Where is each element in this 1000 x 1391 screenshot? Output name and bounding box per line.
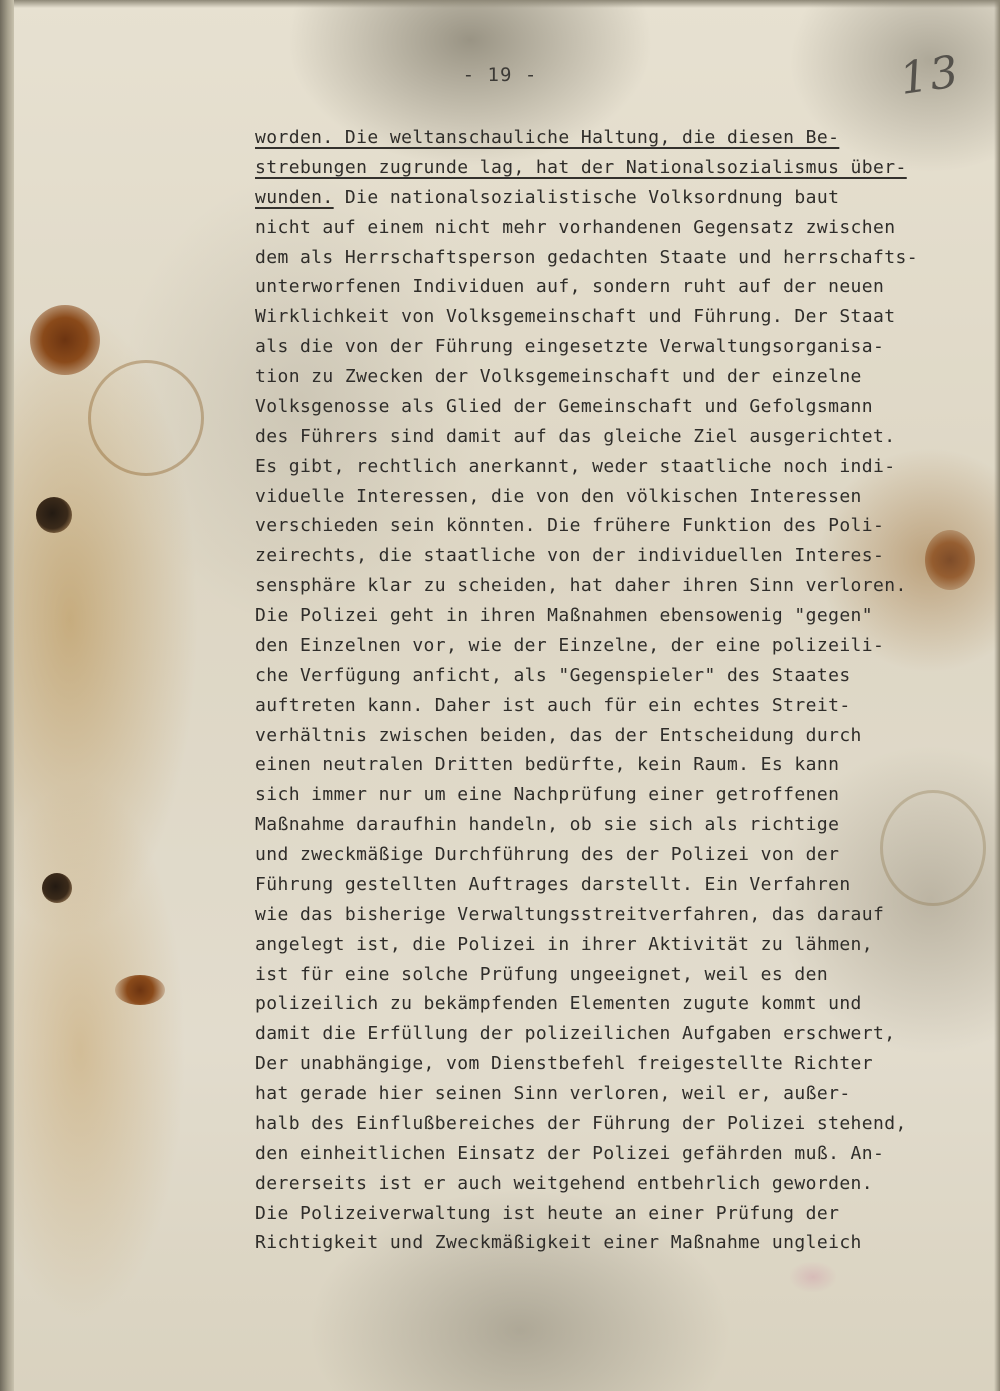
text-line <box>255 482 975 512</box>
text-line <box>255 392 975 422</box>
text-line-content: nicht auf einem nicht mehr vorhandenen Gegensatz zwischen <box>255 216 896 238</box>
text-line-content: dem als Herrschaftsperson gedachten Staate und herrschafts- <box>255 246 918 268</box>
text-line-content: als die von der Führung eingesetzte Verwaltungsorganisa- <box>255 336 885 358</box>
stain-ring <box>88 360 204 476</box>
punch-hole <box>36 497 72 533</box>
text-line <box>255 750 975 780</box>
text-line <box>255 452 975 482</box>
text-line <box>255 1199 975 1229</box>
text-line <box>255 870 975 900</box>
text-line <box>255 1139 975 1169</box>
folio-mark: 13 <box>896 46 964 105</box>
text-line <box>255 213 975 243</box>
typewritten-text <box>255 123 975 1258</box>
text-line <box>255 960 975 990</box>
text-line-content: verschieden sein könnten. Die frühere Funktion des Poli- <box>255 515 885 537</box>
text-line <box>255 989 975 1019</box>
text-line-content: einen neutralen Dritten bedürfte, kein Raum. Es kann <box>255 754 840 776</box>
text-line-content: zeirechts, die staatliche von der individuellen Interes- <box>255 545 885 567</box>
text-line <box>255 183 975 213</box>
text-line <box>255 511 975 541</box>
text-line <box>255 272 975 302</box>
text-line <box>255 123 975 153</box>
text-line-content: halb des Einflußbereiches der Führung der Polizei stehend, <box>255 1112 907 1134</box>
text-line <box>255 840 975 870</box>
text-line-content: dererseits ist er auch weitgehend entbehrlich geworden. <box>255 1172 874 1194</box>
text-line <box>255 661 975 691</box>
punch-hole <box>42 873 72 903</box>
text-line <box>255 900 975 930</box>
text-line-content: Maßnahme daraufhin handeln, ob sie sich als richtige <box>255 814 840 836</box>
text-line-content: viduelle Interessen, die von den völkischen Interessen <box>255 485 862 507</box>
text-line-content: Die Polizeiverwaltung ist heute an einer Prüfung der <box>255 1202 840 1224</box>
text-line-content: ist für eine solche Prüfung ungeeignet, weil es den <box>255 963 829 985</box>
page-number: - 19 - <box>462 64 538 86</box>
faded-stamp <box>790 1262 836 1292</box>
text-line <box>255 1169 975 1199</box>
text-line-content: unterworfenen Individuen auf, sondern ruht auf der neuen <box>255 276 885 298</box>
text-line <box>255 1019 975 1049</box>
text-line <box>255 631 975 661</box>
text-line-continuation: Die nationalsozialistische Volksordnung baut <box>333 186 840 208</box>
text-line-content: sensphäre klar zu scheiden, hat daher ihren Sinn verloren. <box>255 575 907 597</box>
text-line <box>255 571 975 601</box>
rust-stain <box>115 975 165 1005</box>
paper-right-edge <box>994 0 1000 1391</box>
text-line <box>255 930 975 960</box>
text-line-content: auftreten kann. Daher ist auch für ein echtes Streit- <box>255 694 851 716</box>
text-line-content: wunden. <box>255 186 334 208</box>
text-line <box>255 601 975 631</box>
text-line <box>255 780 975 810</box>
text-line-content: worden. Die weltanschauliche Haltung, die diesen Be- <box>255 127 840 148</box>
text-line-content: Der unabhängige, vom Dienstbefehl freigestellte Richter <box>255 1053 874 1075</box>
text-line-content: polizeilich zu bekämpfenden Elementen zugute kommt und <box>255 993 862 1015</box>
text-line-content: den Einzelnen vor, wie der Einzelne, der eine polizeili- <box>255 634 885 656</box>
binding-edge <box>0 0 14 1391</box>
text-line <box>255 362 975 392</box>
text-line <box>255 1079 975 1109</box>
text-line-content: Führung gestellten Auftrages darstellt. Ein Verfahren <box>255 873 851 895</box>
text-line <box>255 422 975 452</box>
text-line-content: angelegt ist, die Polizei in ihrer Aktivität zu lähmen, <box>255 933 874 955</box>
text-line <box>255 721 975 751</box>
text-line <box>255 1109 975 1139</box>
text-line-content: den einheitlichen Einsatz der Polizei gefährden muß. An- <box>255 1142 885 1164</box>
text-line-content: sich immer nur um eine Nachprüfung einer getroffenen <box>255 784 840 806</box>
text-line <box>255 810 975 840</box>
text-line-content: Es gibt, rechtlich anerkannt, weder staatliche noch indi- <box>255 455 896 477</box>
text-line-content: verhältnis zwischen beiden, das der Entscheidung durch <box>255 724 862 746</box>
text-line <box>255 153 975 183</box>
text-line <box>255 691 975 721</box>
text-line <box>255 1049 975 1079</box>
text-line-content: und zweckmäßige Durchführung des der Polizei von der <box>255 844 840 865</box>
rust-stain <box>30 305 100 375</box>
text-line-content: Volksgenosse als Glied der Gemeinschaft und Gefolgsmann <box>255 395 874 417</box>
paper-top-edge <box>0 0 1000 8</box>
text-line-content: Wirklichkeit von Volksgemeinschaft und Führung. Der Staat <box>255 306 896 328</box>
text-line-content: hat gerade hier seinen Sinn verloren, weil er, außer- <box>255 1083 851 1104</box>
text-line-content: wie das bisherige Verwaltungsstreitverfahren, das darauf <box>255 903 885 925</box>
text-line-content: tion zu Zwecken der Volksgemeinschaft und der einzelne <box>255 366 862 387</box>
text-line-content: damit die Erfüllung der polizeilichen Aufgaben erschwert, <box>255 1023 896 1045</box>
text-line-content: Richtigkeit und Zweckmäßigkeit einer Maßnahme ungleich <box>255 1232 862 1254</box>
text-line <box>255 332 975 362</box>
text-line-content: che Verfügung anficht, als "Gegenspieler" des Staates <box>255 664 851 686</box>
text-line <box>255 243 975 273</box>
text-line <box>255 302 975 332</box>
text-line-content: des Führers sind damit auf das gleiche Ziel ausgerichtet. <box>255 425 896 447</box>
text-line-content: Die Polizei geht in ihren Maßnahmen ebensowenig "gegen" <box>255 605 874 626</box>
text-line <box>255 1228 975 1258</box>
text-line-content: strebungen zugrunde lag, hat der Nationalsozialismus über- <box>255 156 907 178</box>
text-line <box>255 541 975 571</box>
